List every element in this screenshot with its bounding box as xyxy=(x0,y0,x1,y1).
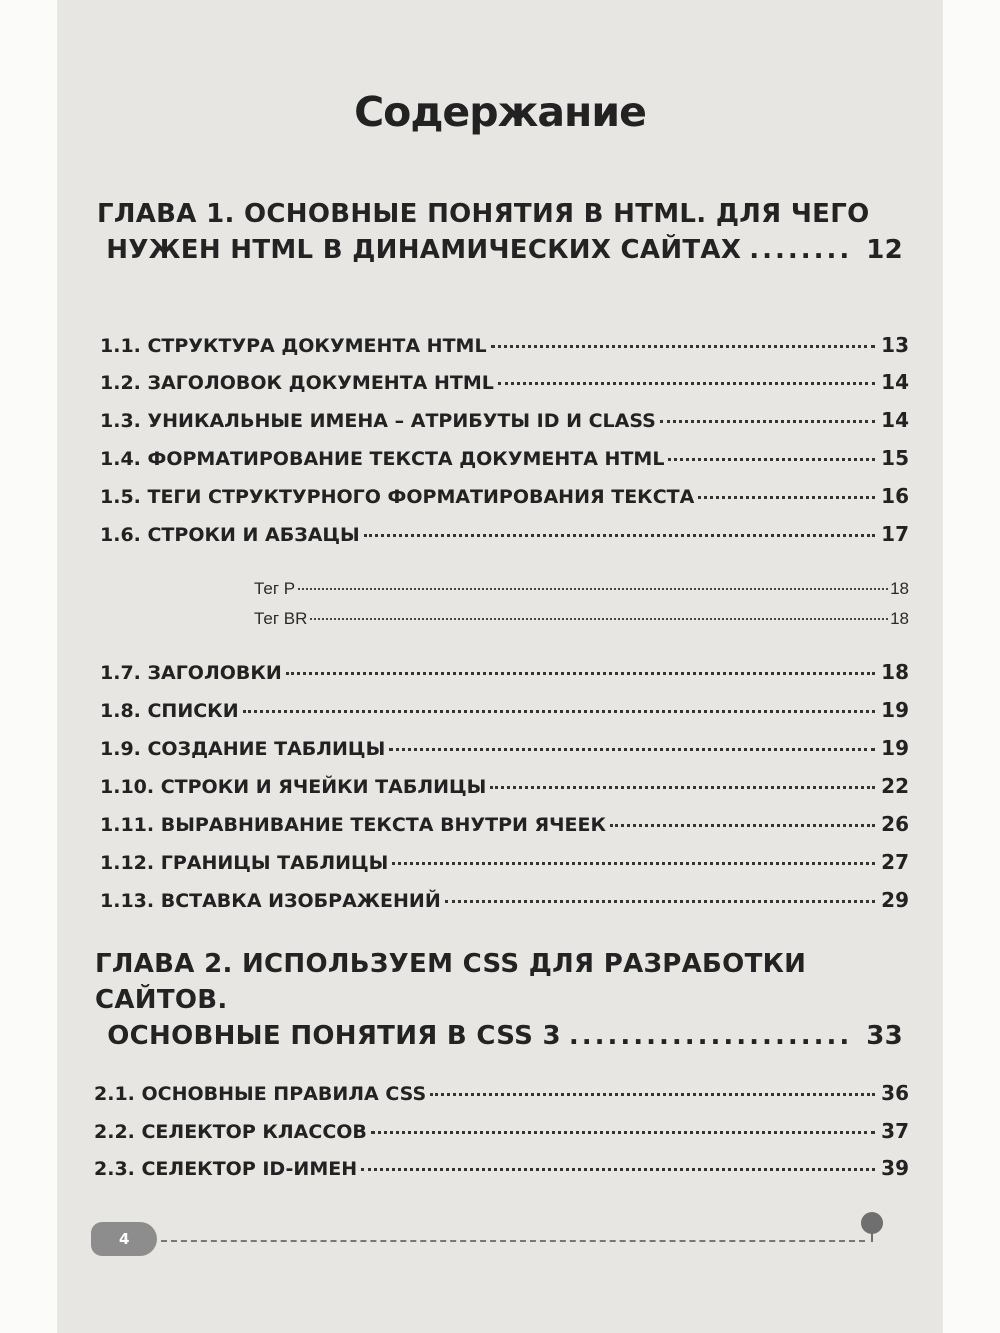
toc-subentry-p xyxy=(254,579,909,599)
chapter-1-title-line1: ГЛАВА 1. ОСНОВНЫЕ ПОНЯТИЯ В HTML. ДЛЯ ЧЕГО xyxy=(97,199,870,229)
dot-leader xyxy=(660,420,875,423)
toc-subentry-page: 18 xyxy=(890,579,909,598)
page-footer xyxy=(91,1222,901,1256)
dot-leader xyxy=(243,710,876,713)
toc-entry-page: 13 xyxy=(881,333,909,357)
toc-entry-2-3 xyxy=(94,1156,909,1180)
toc-entry-2-2 xyxy=(94,1119,909,1143)
toc-entry-page: 15 xyxy=(881,446,909,470)
dot-leader xyxy=(445,900,875,903)
toc-entry-label: 1.10. СТРОКИ И ЯЧЕЙКИ ТАБЛИЦЫ xyxy=(100,776,487,798)
toc-entry-label: 2.1. ОСНОВНЫЕ ПРАВИЛА CSS xyxy=(94,1083,427,1105)
toc-entry-label: 1.13. ВСТАВКА ИЗОБРАЖЕНИЙ xyxy=(100,890,441,912)
chapter-2-title-line2: ОСНОВНЫЕ ПОНЯТИЯ В CSS 3 xyxy=(107,1021,561,1051)
footer-pin-icon xyxy=(861,1212,883,1234)
chapter-1-leader: ........ xyxy=(749,235,853,265)
toc-entry-label: 1.12. ГРАНИЦЫ ТАБЛИЦЫ xyxy=(100,852,389,874)
toc-entry-label: 1.2. ЗАГОЛОВОК ДОКУМЕНТА HTML xyxy=(100,372,494,394)
toc-entry-page: 27 xyxy=(881,850,909,874)
toc-entry-page: 16 xyxy=(881,484,909,508)
dot-leader xyxy=(610,824,875,827)
dot-leader xyxy=(298,588,888,590)
toc-entry-1-12 xyxy=(100,850,909,874)
chapter-2-title-line1: ГЛАВА 2. ИСПОЛЬЗУЕМ CSS ДЛЯ РАЗРАБОТКИ САЙТОВ. xyxy=(95,949,807,1015)
toc-entry-page: 14 xyxy=(881,408,909,432)
toc-entry-1-13 xyxy=(100,888,909,912)
dot-leader xyxy=(371,1131,875,1134)
dot-leader xyxy=(364,534,875,537)
toc-entry-label: 1.4. ФОРМАТИРОВАНИЕ ТЕКСТА ДОКУМЕНТА HTML xyxy=(100,448,665,470)
toc-entry-page: 14 xyxy=(881,370,909,394)
toc-subentry-br xyxy=(254,609,909,629)
toc-entry-page: 29 xyxy=(881,888,909,912)
book-page xyxy=(57,0,943,1333)
dot-leader xyxy=(490,786,875,789)
toc-subentry-label: Тег BR xyxy=(254,609,308,628)
chapter-1-heading xyxy=(97,196,903,268)
toc-entry-1-7 xyxy=(100,660,909,684)
toc-entry-label: 2.3. СЕЛЕКТОР ID-ИМЕН xyxy=(94,1158,358,1180)
toc-subentry-label: Тег P xyxy=(254,579,296,598)
toc-entry-label: 1.6. СТРОКИ И АБЗАЦЫ xyxy=(100,524,360,546)
toc-entry-1-3 xyxy=(100,408,909,432)
toc-entry-1-5 xyxy=(100,484,909,508)
toc-entry-page: 39 xyxy=(881,1156,909,1180)
toc-entry-page: 22 xyxy=(881,774,909,798)
chapter-1-title-line2: НУЖЕН HTML В ДИНАМИЧЕСКИХ САЙТАХ xyxy=(106,235,742,265)
toc-entry-1-8 xyxy=(100,698,909,722)
dot-leader xyxy=(389,748,875,751)
page-number-badge xyxy=(91,1222,157,1256)
dot-leader xyxy=(286,672,875,675)
dot-leader xyxy=(668,458,875,461)
toc-entry-1-4 xyxy=(100,446,909,470)
toc-subentry-page: 18 xyxy=(890,609,909,628)
dot-leader xyxy=(698,496,875,499)
toc-entry-label: 1.3. УНИКАЛЬНЫЕ ИМЕНА – АТРИБУТЫ ID И CLASS xyxy=(100,410,656,432)
dot-leader xyxy=(430,1093,875,1096)
toc-entry-label: 1.11. ВЫРАВНИВАНИЕ ТЕКСТА ВНУТРИ ЯЧЕЕК xyxy=(100,814,606,836)
toc-entry-page: 19 xyxy=(881,736,909,760)
toc-entry-page: 18 xyxy=(881,660,909,684)
toc-entry-1-1 xyxy=(100,333,909,357)
toc-entry-1-11 xyxy=(100,812,909,836)
footer-dashed-line xyxy=(161,1240,865,1242)
dot-leader xyxy=(498,382,875,385)
dot-leader xyxy=(491,345,876,348)
toc-entry-2-1 xyxy=(94,1081,909,1105)
toc-entry-label: 1.9. СОЗДАНИЕ ТАБЛИЦЫ xyxy=(100,738,386,760)
dot-leader xyxy=(310,618,888,620)
toc-entry-page: 26 xyxy=(881,812,909,836)
toc-entry-page: 37 xyxy=(881,1119,909,1143)
chapter-2-page: 33 xyxy=(866,1021,903,1051)
toc-entry-1-9 xyxy=(100,736,909,760)
toc-entry-page: 36 xyxy=(881,1081,909,1105)
chapter-2-leader: ...................... xyxy=(568,1021,853,1051)
toc-entry-1-2 xyxy=(100,370,909,394)
dot-leader xyxy=(392,862,875,865)
toc-entry-label: 1.8. СПИСКИ xyxy=(100,700,239,722)
page-number: 4 xyxy=(119,1230,130,1248)
chapter-2-title-line2-row xyxy=(95,1018,903,1054)
toc-entry-label: 1.5. ТЕГИ СТРУКТУРНОГО ФОРМАТИРОВАНИЯ ТЕКСТА xyxy=(100,486,695,508)
chapter-1-title-line2-row xyxy=(97,232,903,268)
toc-entry-page: 17 xyxy=(881,522,909,546)
page-title: Содержание xyxy=(354,88,646,136)
chapter-2-heading xyxy=(95,946,903,1054)
toc-entry-label: 2.2. СЕЛЕКТОР КЛАССОВ xyxy=(94,1121,367,1143)
dot-leader xyxy=(361,1168,875,1171)
toc-entry-1-6 xyxy=(100,522,909,546)
toc-entry-label: 1.1. СТРУКТУРА ДОКУМЕНТА HTML xyxy=(100,335,487,357)
chapter-1-page: 12 xyxy=(866,235,903,265)
toc-entry-page: 19 xyxy=(881,698,909,722)
toc-entry-1-10 xyxy=(100,774,909,798)
toc-entry-label: 1.7. ЗАГОЛОВКИ xyxy=(100,662,282,684)
